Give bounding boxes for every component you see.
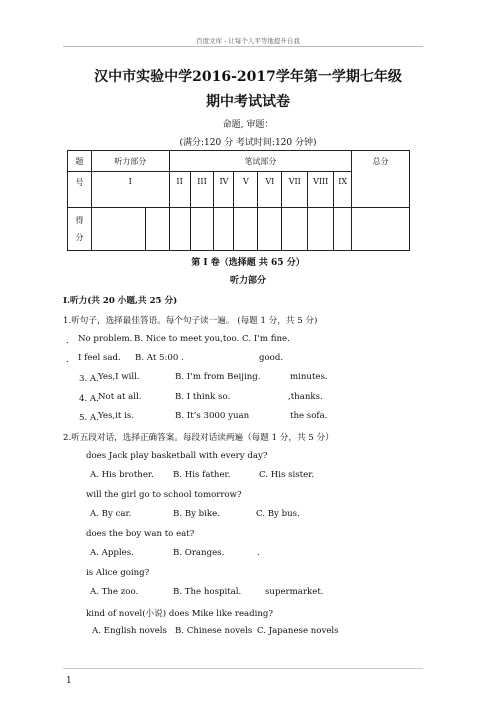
- part-6: VI: [258, 172, 282, 208]
- q1-option-b: B. I’m from Beijing.: [175, 372, 261, 382]
- part-1: I: [91, 172, 169, 208]
- q1-option-c: good.: [259, 353, 284, 363]
- q1-instruction: 1.听句子，选择最佳答语。每个句子读一遍。 (每题 1 分，共 5 分): [63, 316, 318, 326]
- q2-question: is Alice going?: [86, 568, 150, 578]
- part-8: VIII: [308, 172, 334, 208]
- score-cell: [145, 208, 169, 251]
- q1-option-a: Yes,it is.: [98, 411, 134, 421]
- q2-option-c: C. By bus.: [256, 509, 300, 519]
- q2-options: [90, 509, 300, 519]
- score-cell: [214, 208, 234, 251]
- score-label-de: 得: [75, 216, 84, 225]
- q1-item-number: ．: [66, 355, 75, 365]
- q2-option-b: B. By bike.: [173, 509, 220, 519]
- score-cell: [334, 208, 352, 251]
- part-3: III: [190, 172, 214, 208]
- q1-option-b: B. It’s 3000 yuan: [175, 411, 250, 421]
- part-9: IX: [334, 172, 352, 208]
- q2-options: [92, 626, 339, 636]
- q1-option-a: Not at all.: [98, 392, 142, 402]
- score-cell: [258, 208, 282, 251]
- score-cell: [169, 208, 190, 251]
- q2-question: does Jack play basketball with every day?: [86, 451, 268, 461]
- q1-item-number: 4. A．: [79, 394, 105, 404]
- q1-option-c: ,thanks.: [288, 392, 323, 402]
- q2-option-c: supermarket.: [265, 587, 324, 597]
- q1-option-c: minutes.: [290, 372, 328, 382]
- exam-title-line1: 汉中市实验中学2016-2017学年第一学期七年级: [94, 69, 402, 85]
- header-note: 百度文库 - 让每个人平等地提升自我: [196, 37, 300, 45]
- q2-option-a: A. Apples.: [90, 548, 134, 558]
- score-cell: [91, 208, 145, 251]
- score-label-fen: 分: [75, 233, 84, 242]
- volume-heading: 第 I 卷（选择题 共 65 分）: [191, 258, 305, 268]
- section1-heading: I.听力(共 20 小题,共 25 分): [63, 296, 178, 306]
- q1-option-b: B. At 5:00 .: [135, 353, 184, 363]
- q1-item: [66, 353, 284, 365]
- q1-option-a: Yes,I will.: [98, 372, 140, 382]
- q1-option-a: No problem.: [78, 334, 133, 344]
- q2-options: [90, 470, 315, 480]
- cell-ti: 题: [68, 151, 92, 172]
- q2-option-c: .: [257, 548, 260, 558]
- part-2: II: [169, 172, 190, 208]
- exam-title-line2: 期中考试试卷: [206, 94, 290, 110]
- score-cell: [308, 208, 334, 251]
- q1-item-number: ．: [66, 336, 75, 346]
- cell-listening: 听力部分: [91, 151, 169, 172]
- part-7: VII: [282, 172, 308, 208]
- q1-item: [79, 392, 323, 404]
- q2-option-b: B. Chinese novels: [175, 626, 253, 636]
- q2-options: [90, 548, 260, 558]
- q1-option-a: I feel sad.: [78, 353, 121, 363]
- part-5: V: [234, 172, 258, 208]
- authors-line: 命题, 审题：: [222, 120, 274, 130]
- q2-option-c: C. Japanese novels: [257, 626, 339, 636]
- q2-question: will the girl go to school tomorrow?: [86, 490, 242, 500]
- q2-question: does the boy wan to eat?: [86, 529, 195, 539]
- q2-option-a: A. By car.: [90, 509, 132, 519]
- q2-instruction: 2.听五段对话，选择正确答案。每段对话读两遍（每题 1 分，共 5 分）: [63, 433, 334, 443]
- q1-option-c: C. I’m fine.: [242, 334, 290, 344]
- score-cell: [234, 208, 258, 251]
- q1-item-number: 3. A．: [79, 374, 105, 384]
- cell-score-label: [68, 208, 92, 251]
- part-4: IV: [214, 172, 234, 208]
- q1-option-c: the sofa.: [290, 411, 328, 421]
- q1-option-b: B. Nice to meet you,too.: [134, 334, 240, 344]
- q2-option-b: B. The hospital.: [173, 587, 242, 597]
- footer-rule: [63, 668, 423, 669]
- cell-total: 总分: [352, 151, 410, 208]
- q2-option-a: A. English novels: [92, 626, 167, 636]
- q1-item: [66, 334, 290, 346]
- score-cell-total: [352, 208, 410, 251]
- q1-option-b: B. I think so.: [175, 392, 231, 402]
- cell-hao: 号: [68, 172, 92, 208]
- listening-part-heading: 听力部分: [229, 276, 266, 286]
- q1-item-number: 5. A．: [79, 413, 105, 423]
- page-number: 1: [66, 676, 72, 686]
- header-rule: [63, 46, 423, 47]
- q2-question: kind of novel(小说) does Mike like reading?: [86, 609, 274, 619]
- q2-option-b: B. Oranges.: [173, 548, 225, 558]
- cell-written: 笔试部分: [169, 151, 352, 172]
- q2-option-a: A. His brother.: [90, 470, 154, 480]
- score-cell: [282, 208, 308, 251]
- q2-option-a: A. The zoo.: [90, 587, 139, 597]
- q2-options: [90, 587, 324, 597]
- q2-option-c: C. His sister.: [259, 470, 315, 480]
- score-cell: [190, 208, 214, 251]
- q1-item: [79, 411, 328, 423]
- score-table: [67, 150, 410, 251]
- q2-option-b: B. His father.: [173, 470, 231, 480]
- exam-meta: (满分:120 分 考试时间:120 分钟): [179, 138, 317, 148]
- q1-item: [79, 372, 328, 384]
